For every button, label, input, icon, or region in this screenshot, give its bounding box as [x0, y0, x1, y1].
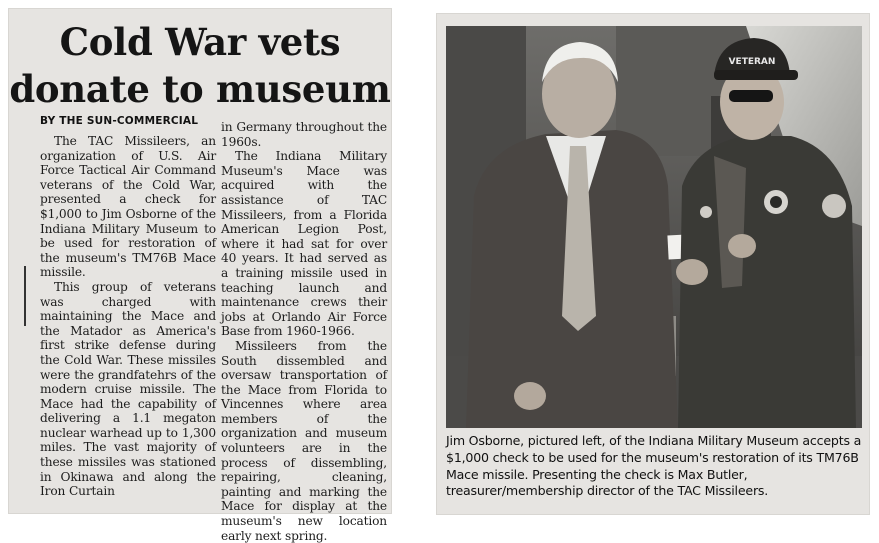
- photo-caption: Jim Osborne, pictured left, of the Indiana Military Museum accepts a $1,000 check to be used for the museum's restoration of its TM76B Mace missile. Presenting the check is Max Butler, treasurer/membership director of the TAC Missileers.: [446, 433, 862, 499]
- cap-text: VETERAN: [728, 57, 776, 67]
- article-column-2: [221, 120, 387, 543]
- news-photo: [446, 26, 862, 428]
- paragraph: Missileers from the South dissembled and oversaw transportation of the Mace from Florida to Vincennes where area members of the organization and museum volunteers are in the process of dissembling, repairing, cleaning, painting and marking the Mace for display at the museum's new location early next spring.: [221, 338, 387, 543]
- newspaper-article: [8, 8, 392, 543]
- article-column-1: [40, 134, 216, 499]
- headline-line-1: Cold War vets: [59, 20, 341, 64]
- headline-line-2: donate to museum: [9, 67, 391, 111]
- margin-mark: [24, 266, 26, 326]
- paragraph: This group of veterans was charged with maintaining the Mace and the Matador as America's first strike defense during the Cold War. These missiles were the grandfatehrs of the modern cruise missile. The Mace had the capability of delivering a 1.1 megaton nuclear warhead up to 1,300 miles. The vast majority of these missiles was stationed in Okinawa and along the Iron Curtain: [40, 279, 216, 499]
- paragraph: The TAC Missileers, an organization of U.S. Air Force Tactical Air Command veterans of the Cold War, presented a check for $1,000 to Jim Osborne of the Indiana Military Museum to be used for restoration of the museum's TM76B Mace missile.: [40, 134, 216, 280]
- photo-illustration: [446, 26, 862, 428]
- paragraph: The Indiana Military Museum's Mace was acquired with the assistance of TAC Missileers, from a Florida American Legion Post, where it had sat for over 40 years. It had served as a training missile used in teaching launch and maintenance crews their jobs at Orlando Air Force Base from 1960-1966.: [221, 149, 387, 339]
- paragraph: in Germany throughout the 1960s.: [221, 120, 387, 149]
- byline: BY THE SUN-COMMERCIAL: [40, 115, 199, 127]
- photo-clipping: [436, 13, 870, 515]
